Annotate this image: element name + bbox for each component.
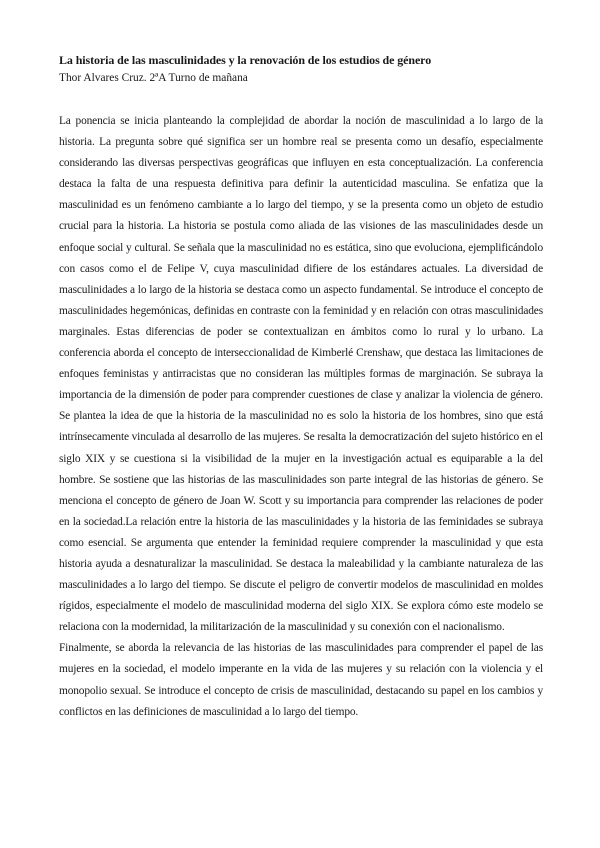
document-content	[59, 51, 543, 723]
body-paragraph-2: Finalmente, se aborda la relevancia de las historias de las masculinidades para comprender el papel de las mujeres en la sociedad, el modelo imperante en la vida de las mujeres y su relación con la violencia y el monopolio sexual. Se introduce el concepto de crisis de masculinidad, destacando su papel en los cambios y conflictos en las definiciones de masculinidad a lo largo del tiempo.	[59, 642, 543, 718]
document-title: La historia de las masculinidades y la renovación de los estudios de género	[59, 53, 432, 67]
document-author: Thor Alvares Cruz. 2ªA Turno de mañana	[59, 72, 248, 84]
body-paragraph-1: La ponencia se inicia planteando la complejidad de abordar la noción de masculinidad a lo largo de la historia. La pregunta sobre qué significa ser un hombre real se presenta como un desafío, especialmente considerando las diversas perspectivas geográficas que influyen en esta conceptualización. La conferencia destaca la falta de una respuesta definitiva para definir la autenticidad masculina. Se enfatiza que la masculinidad es un fenómeno cambiante a lo largo del tiempo, y se la presenta como un objeto de estudio crucial para la historia. La historia se postula como aliada de las visiones de las masculinidades desde un enfoque social y cultural. Se señala que la masculinidad no es estática, sino que evoluciona, ejemplificándolo con casos como el de Felipe V, cuya masculinidad difiere de los estándares actuales. La diversidad de masculinidades a lo largo de la historia se destaca como un aspecto fundamental. Se introduce el concepto de masculinidades hegemónicas, definidas en contraste con la feminidad y en relación con otras masculinidades marginales. Estas diferencias de poder se contextualizan en ámbitos como lo rural y lo urbano. La conferencia aborda el concepto de interseccionalidad de Kimberlé Crenshaw, que destaca las limitaciones de enfoques feministas y antirracistas que no consideran las múltiples formas de marginación. Se subraya la importancia de la dimensión de poder para comprender cuestiones de clase y analizar la violencia de género. Se plantea la idea de que la historia de la masculinidad no es solo la historia de los hombres, sino que está intrínsecamente vinculada al desarrollo de las mujeres. Se resalta la democratización del sujeto histórico en el siglo XIX y se cuestiona si la visibilidad de la mujer en la investigación actual es equiparable a la del hombre. Se sostiene que las historias de las masculinidades son parte integral de las historias de género. Se menciona el concepto de género de Joan W. Scott y su importancia para comprender las relaciones de poder en la sociedad.La relación entre la historia de las masculinidades y la historia de las feminidades se subraya como esencial. Se argumenta que entender la feminidad requiere comprender la masculinidad y que esta historia ayuda a desnaturalizar la masculinidad. Se destaca la maleabilidad y la cambiante naturaleza de las masculinidades a lo largo del tiempo. Se discute el peligro de convertir modelos de masculinidad en moldes rígidos, especialmente el modelo de masculinidad moderna del siglo XIX. Se explora cómo este modelo se relaciona con la modernidad, la militarización de la masculinidad y su conexión con el nacionalismo.	[59, 115, 543, 634]
